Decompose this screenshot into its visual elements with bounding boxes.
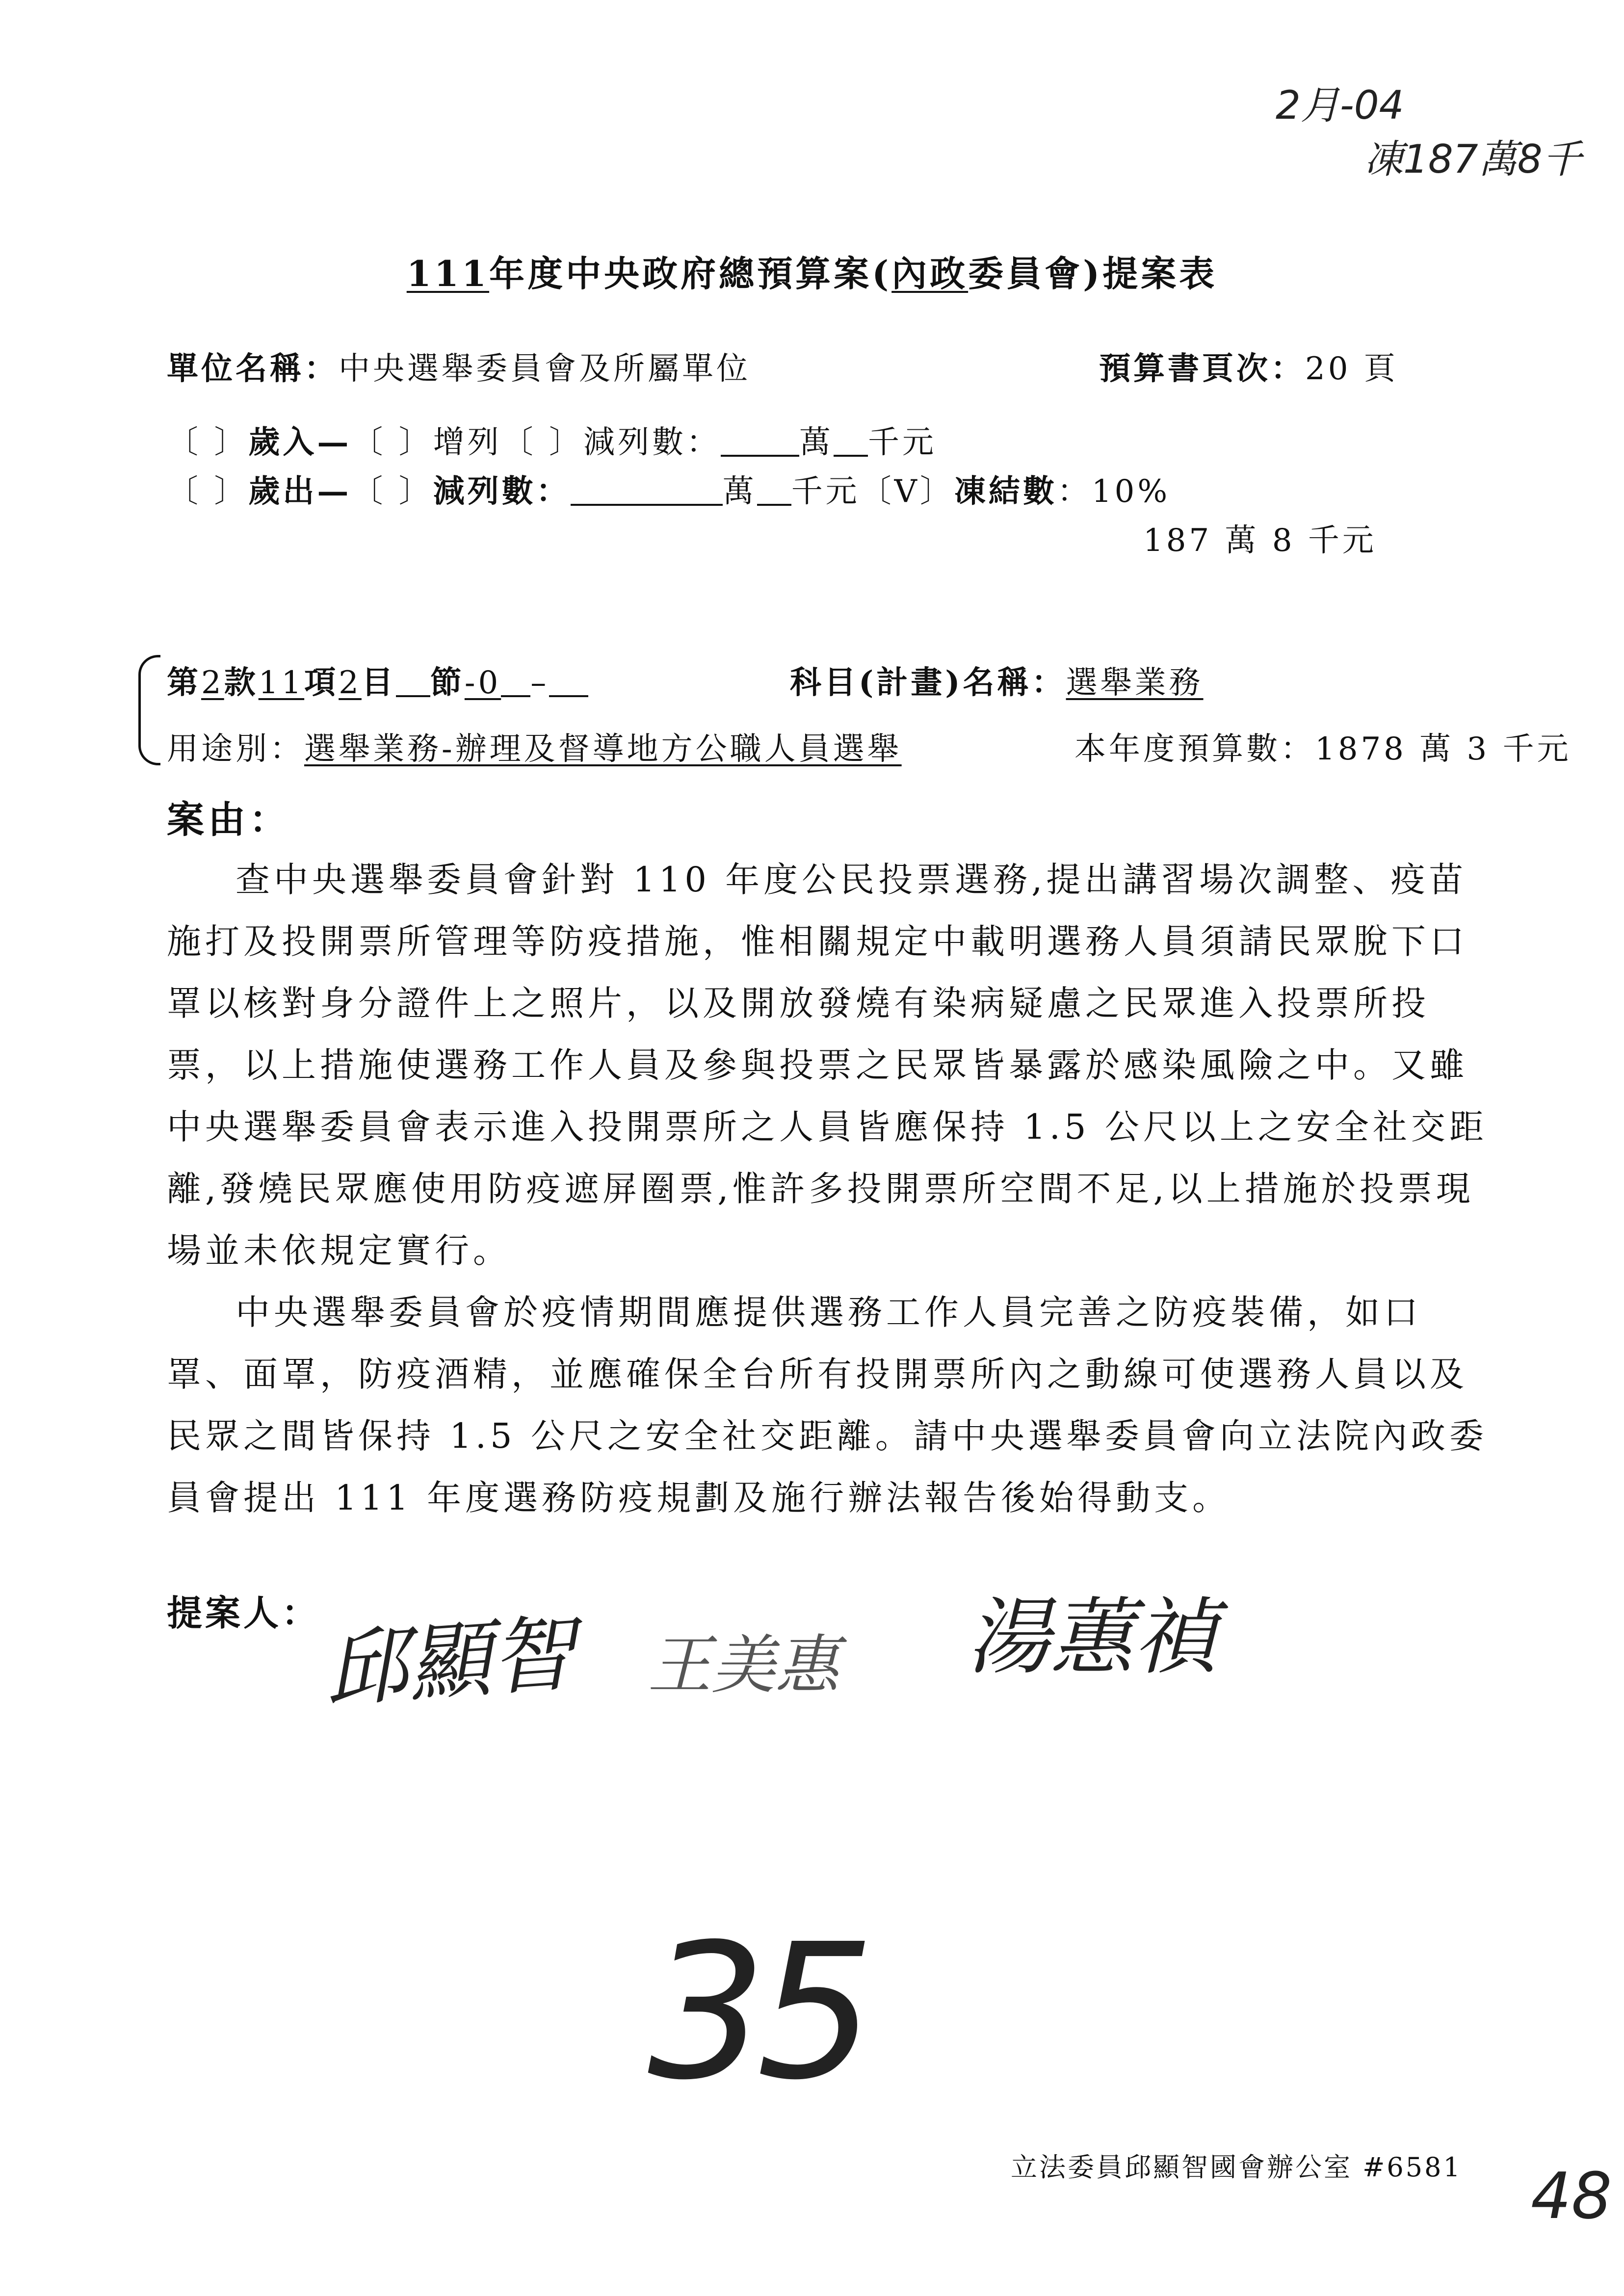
revenue-qian: 千元 bbox=[868, 424, 937, 461]
expense-reduce-checkbox: 〔 〕 bbox=[351, 473, 433, 510]
annotation-date: 2月-04 bbox=[1276, 82, 1404, 128]
kuan-number: 2 bbox=[201, 665, 224, 701]
signature-3: 湯蕙禎 bbox=[967, 1589, 1217, 1686]
jie-number: -0 bbox=[464, 665, 501, 701]
block-bracket bbox=[138, 655, 160, 765]
page-title bbox=[0, 245, 1624, 296]
revenue-add-checkbox: 〔 〕 bbox=[351, 424, 433, 461]
jie-blank bbox=[396, 695, 430, 697]
expense-wan: 萬 bbox=[722, 473, 757, 510]
kuan-label: 第 bbox=[167, 664, 201, 701]
revenue-qian-blank bbox=[834, 454, 868, 457]
expense-row bbox=[167, 466, 1170, 511]
title-committee: 內政 bbox=[891, 253, 969, 294]
item-row bbox=[167, 657, 588, 703]
page-value: 20 頁 bbox=[1305, 351, 1398, 387]
mu-number: 2 bbox=[339, 665, 362, 701]
expense-qian-blank bbox=[757, 503, 791, 506]
page-mark: 48 bbox=[1531, 2159, 1612, 2233]
reason-paragraph-1: 查中央選舉委員會針對 110 年度公民投票選務,提出講習場次調整、疫苗施打及投開票所管理等防疫措施，惟相關規定中載明選務人員須請民眾脫下口罩以核對身分證件上之照片，以及開放發燒有染病疑慮之民眾進入投票所投票，以上措施使選務工作人員及參與投票之民眾皆暴露於感染風險之中。又雖中央選舉委員會表示進入投開票所之人員皆應保持 1.5 公尺以上之安全社交距離,發燒民眾應使用防疫遮屏圈票,惟許多投開票所空間不足,以上措施於投票現場並未依規定實行。 bbox=[167, 860, 1488, 1271]
annotation-freeze: 凍187萬8千 bbox=[1364, 136, 1582, 182]
unit-value: 中央選舉委員會及所屬單位 bbox=[339, 351, 751, 387]
footer-office: 立法委員邱顯智國會辦公室 #6581 bbox=[1011, 2152, 1462, 2183]
kuan-suffix: 款 bbox=[224, 664, 259, 701]
unit-row bbox=[167, 343, 751, 389]
revenue-reduce: 減列數： bbox=[583, 424, 721, 461]
expense-reduce: 減列數： bbox=[433, 473, 571, 510]
subject-value: 選舉業務 bbox=[1066, 665, 1204, 701]
freeze-amount: 187 萬 8 千元 bbox=[1143, 522, 1377, 559]
budget-row bbox=[1074, 724, 1572, 769]
page-label: 預算書頁次： bbox=[1099, 350, 1305, 387]
freeze-label: 凍結數 bbox=[954, 473, 1057, 510]
expense-label: 歲出— bbox=[248, 473, 352, 510]
freeze-checkbox: 〔V〕 bbox=[860, 473, 954, 510]
expense-checkbox: 〔 〕 bbox=[167, 473, 249, 510]
usage-row bbox=[167, 724, 902, 769]
revenue-wan: 萬 bbox=[799, 424, 834, 461]
page-ref bbox=[1099, 343, 1398, 389]
mu-suffix: 目 bbox=[361, 664, 396, 701]
item-dash: – bbox=[530, 665, 550, 701]
item-dash-blank bbox=[549, 695, 588, 697]
usage-value: 選舉業務-辦理及督導地方公職人員選舉 bbox=[304, 731, 902, 767]
revenue-row bbox=[167, 417, 937, 462]
budget-label: 本年度預算數： bbox=[1074, 731, 1315, 767]
title-year: 111 bbox=[406, 253, 490, 294]
reason-body bbox=[167, 849, 1492, 1529]
usage-label: 用途別： bbox=[167, 731, 304, 767]
revenue-reduce-checkbox: 〔 〕 bbox=[501, 424, 584, 461]
reason-paragraph-2: 中央選舉委員會於疫情期間應提供選務工作人員完善之防疫裝備，如口罩、面罩，防疫酒精，並應確保全台所有投開票所內之動線可使選務人員以及民眾之間皆保持 1.5 公尺之安全社交距離。請中央選舉委員會向立法院內政委員會提出 111 年度選務防疫規劃及施行辦法報告後始得動支。 bbox=[167, 1292, 1488, 1518]
signature-2: 王美惠 bbox=[648, 1628, 839, 1702]
unit-label: 單位名稱： bbox=[167, 350, 339, 387]
revenue-add: 增列 bbox=[433, 424, 502, 461]
proposer-label: 提案人： bbox=[167, 1592, 320, 1634]
revenue-wan-blank bbox=[721, 454, 799, 457]
xiang-suffix: 項 bbox=[304, 664, 339, 701]
xiang-number: 11 bbox=[258, 665, 305, 701]
subject-label: 科目(計畫)名稱： bbox=[790, 664, 1066, 701]
jie-blank-2 bbox=[501, 695, 530, 697]
revenue-checkbox: 〔 〕 bbox=[167, 424, 249, 461]
handwritten-number: 35 bbox=[648, 1904, 865, 2121]
expense-qian: 千元 bbox=[791, 473, 860, 510]
title-main: 年度中央政府總預算案( bbox=[489, 253, 892, 294]
budget-value: 1878 萬 3 千元 bbox=[1315, 731, 1572, 767]
revenue-label: 歲入— bbox=[248, 424, 352, 461]
reason-label: 案由： bbox=[167, 798, 290, 841]
jie-suffix: 節 bbox=[430, 664, 465, 701]
expense-wan-blank bbox=[571, 503, 723, 506]
subject-row bbox=[790, 657, 1204, 703]
freeze-value: ：10% bbox=[1057, 473, 1171, 510]
title-rest: 委員會)提案表 bbox=[968, 253, 1218, 294]
signature-1: 邱顯智 bbox=[321, 1605, 578, 1720]
